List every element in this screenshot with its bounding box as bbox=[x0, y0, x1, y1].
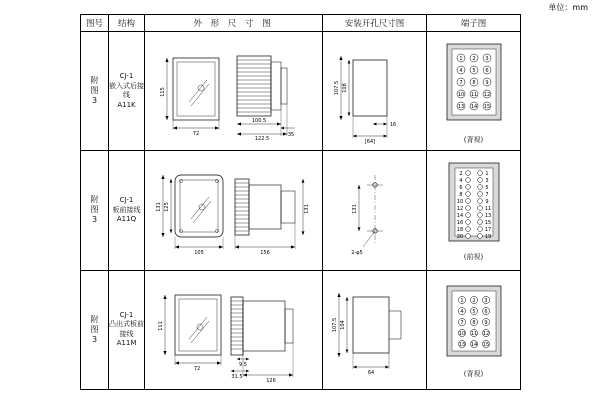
svg-text:13: 13 bbox=[484, 212, 491, 219]
outline-drawing-3 bbox=[145, 271, 322, 389]
mounting-drawing-2 bbox=[323, 151, 426, 269]
structure-type: 板前接线 bbox=[112, 205, 141, 214]
svg-text:5: 5 bbox=[471, 309, 476, 316]
terminal-diagram-3 bbox=[427, 280, 520, 379]
svg-text:3: 3 bbox=[484, 177, 489, 184]
svg-text:126: 126 bbox=[266, 377, 276, 384]
svg-text:6: 6 bbox=[458, 184, 463, 191]
svg-text:131: 131 bbox=[352, 204, 358, 215]
svg-text:12: 12 bbox=[482, 331, 489, 338]
svg-text:8: 8 bbox=[458, 191, 463, 198]
svg-text:105: 105 bbox=[194, 250, 204, 257]
specification-table bbox=[80, 14, 521, 390]
outline-drawing-2 bbox=[145, 151, 322, 269]
svg-text:131: 131 bbox=[304, 204, 310, 215]
terminal-diagram-2 bbox=[427, 159, 520, 262]
svg-text:14: 14 bbox=[470, 103, 477, 110]
figure-label-line2: 图 bbox=[90, 324, 99, 334]
svg-text:14: 14 bbox=[456, 212, 463, 219]
svg-text:15: 15 bbox=[483, 103, 490, 110]
outline-drawing-1 bbox=[145, 32, 322, 150]
terminal-diagram-cell bbox=[427, 270, 521, 389]
mounting-cutout-cell bbox=[323, 270, 427, 389]
terminal-diagram-cell bbox=[427, 151, 521, 270]
structure-code: A11M bbox=[116, 339, 137, 348]
svg-text:64: 64 bbox=[367, 369, 375, 376]
svg-text:6: 6 bbox=[484, 67, 489, 74]
svg-text:15: 15 bbox=[482, 342, 489, 349]
svg-text:1: 1 bbox=[484, 170, 489, 177]
svg-text:4: 4 bbox=[458, 67, 463, 74]
figure-no-cell bbox=[81, 270, 109, 389]
figure-label-line1: 附 bbox=[90, 314, 99, 324]
svg-text:2: 2 bbox=[471, 55, 476, 62]
svg-text:115: 115 bbox=[160, 87, 166, 97]
svg-text:1: 1 bbox=[458, 55, 463, 62]
svg-text:9: 9 bbox=[484, 198, 489, 205]
svg-text:9: 9 bbox=[483, 320, 488, 327]
svg-text:72: 72 bbox=[193, 365, 201, 372]
outline-drawing-cell bbox=[145, 32, 323, 151]
svg-text:107.5: 107.5 bbox=[334, 80, 340, 96]
table-row bbox=[81, 151, 521, 270]
svg-text:11: 11 bbox=[484, 205, 491, 212]
mounting-drawing-1 bbox=[323, 32, 426, 150]
svg-text:5: 5 bbox=[471, 67, 476, 74]
svg-text:6: 6 bbox=[483, 309, 488, 316]
structure-model: CJ-1 bbox=[119, 310, 134, 319]
table-header-row bbox=[81, 15, 521, 32]
unit-note: 单位：mm bbox=[548, 3, 588, 12]
svg-text:12: 12 bbox=[456, 205, 463, 212]
header-terminal-diagram: 端子图 bbox=[427, 15, 521, 32]
svg-text:31.5: 31.5 bbox=[231, 373, 243, 380]
svg-text:10: 10 bbox=[456, 198, 463, 205]
svg-text:19: 19 bbox=[484, 233, 491, 240]
svg-text:7: 7 bbox=[458, 79, 463, 86]
svg-text:16: 16 bbox=[389, 122, 397, 129]
svg-text:7: 7 bbox=[459, 320, 464, 327]
svg-text:11: 11 bbox=[470, 331, 477, 338]
svg-text:125: 125 bbox=[164, 202, 170, 213]
svg-text:3: 3 bbox=[484, 55, 489, 62]
figure-label-line3: 3 bbox=[91, 96, 98, 106]
terminal-caption: (背视) bbox=[463, 135, 484, 144]
figure-label-line2: 图 bbox=[90, 205, 99, 215]
terminal-caption: (前视) bbox=[463, 252, 484, 261]
svg-text:2-φ5: 2-φ5 bbox=[351, 250, 363, 257]
structure-code: A11Q bbox=[116, 215, 137, 224]
table-row bbox=[81, 32, 521, 151]
svg-text:1: 1 bbox=[459, 298, 464, 305]
structure-code: A11K bbox=[117, 100, 136, 109]
terminal-caption: (背视) bbox=[463, 370, 484, 379]
svg-text:15: 15 bbox=[484, 219, 491, 226]
svg-text:108: 108 bbox=[342, 83, 348, 93]
structure-cell bbox=[109, 270, 145, 389]
svg-text:8: 8 bbox=[471, 320, 476, 327]
svg-text:4: 4 bbox=[458, 177, 463, 184]
svg-text:8: 8 bbox=[471, 79, 476, 86]
mounting-cutout-cell bbox=[323, 32, 427, 151]
figure-no-cell bbox=[81, 151, 109, 270]
svg-text:131: 131 bbox=[156, 202, 162, 213]
svg-text:7: 7 bbox=[484, 191, 489, 198]
outline-drawing-cell bbox=[145, 270, 323, 389]
svg-text:72: 72 bbox=[192, 131, 200, 138]
figure-label-line1: 附 bbox=[90, 76, 99, 86]
svg-text:10: 10 bbox=[457, 91, 464, 98]
structure-type: 嵌入式后接线 bbox=[109, 81, 144, 100]
header-figure-no: 图号 bbox=[81, 15, 109, 32]
terminal-diagram-cell bbox=[427, 32, 521, 151]
figure-label-line2: 图 bbox=[90, 86, 99, 96]
svg-text:12: 12 bbox=[483, 91, 490, 98]
mounting-cutout-cell bbox=[323, 151, 427, 270]
svg-text:35: 35 bbox=[287, 132, 295, 139]
svg-text:2: 2 bbox=[458, 170, 463, 177]
svg-text:13: 13 bbox=[457, 103, 464, 110]
svg-text:156: 156 bbox=[260, 250, 270, 257]
figure-label-line3: 3 bbox=[91, 334, 98, 344]
svg-text:14: 14 bbox=[470, 342, 477, 349]
svg-text:9.5: 9.5 bbox=[239, 361, 247, 368]
svg-text:13: 13 bbox=[458, 342, 465, 349]
svg-text:122.5: 122.5 bbox=[254, 136, 270, 143]
figure-label-line3: 3 bbox=[91, 215, 98, 225]
header-structure: 结构 bbox=[109, 15, 145, 32]
structure-model: CJ-1 bbox=[119, 72, 134, 81]
structure-type: 凸出式板前接线 bbox=[109, 320, 144, 338]
svg-text:17: 17 bbox=[484, 226, 491, 233]
svg-text:16: 16 bbox=[456, 219, 463, 226]
svg-text:2: 2 bbox=[471, 298, 476, 305]
svg-text:20: 20 bbox=[456, 233, 463, 240]
structure-model: CJ-1 bbox=[119, 196, 134, 205]
svg-text:107.5: 107.5 bbox=[332, 317, 338, 332]
svg-text:104: 104 bbox=[340, 320, 346, 330]
svg-text:111: 111 bbox=[158, 321, 164, 331]
header-outline-dimensions: 外 形 尺 寸 图 bbox=[145, 15, 323, 32]
svg-text:3: 3 bbox=[483, 298, 488, 305]
figure-label-line1: 附 bbox=[90, 195, 99, 205]
structure-cell bbox=[109, 32, 145, 151]
svg-text:10: 10 bbox=[458, 331, 465, 338]
svg-text:11: 11 bbox=[470, 91, 477, 98]
terminal-diagram-1 bbox=[427, 38, 520, 145]
svg-text:5: 5 bbox=[484, 184, 489, 191]
svg-text:[64]: [64] bbox=[364, 139, 376, 146]
structure-cell bbox=[109, 151, 145, 270]
outline-drawing-cell bbox=[145, 151, 323, 270]
table-row bbox=[81, 270, 521, 389]
svg-text:18: 18 bbox=[456, 226, 463, 233]
svg-text:100.5: 100.5 bbox=[251, 118, 267, 125]
mounting-drawing-3 bbox=[323, 271, 426, 389]
figure-no-cell bbox=[81, 32, 109, 151]
header-mounting-cutout: 安装开孔尺寸图 bbox=[323, 15, 427, 32]
svg-text:4: 4 bbox=[459, 309, 464, 316]
svg-text:9: 9 bbox=[484, 79, 489, 86]
